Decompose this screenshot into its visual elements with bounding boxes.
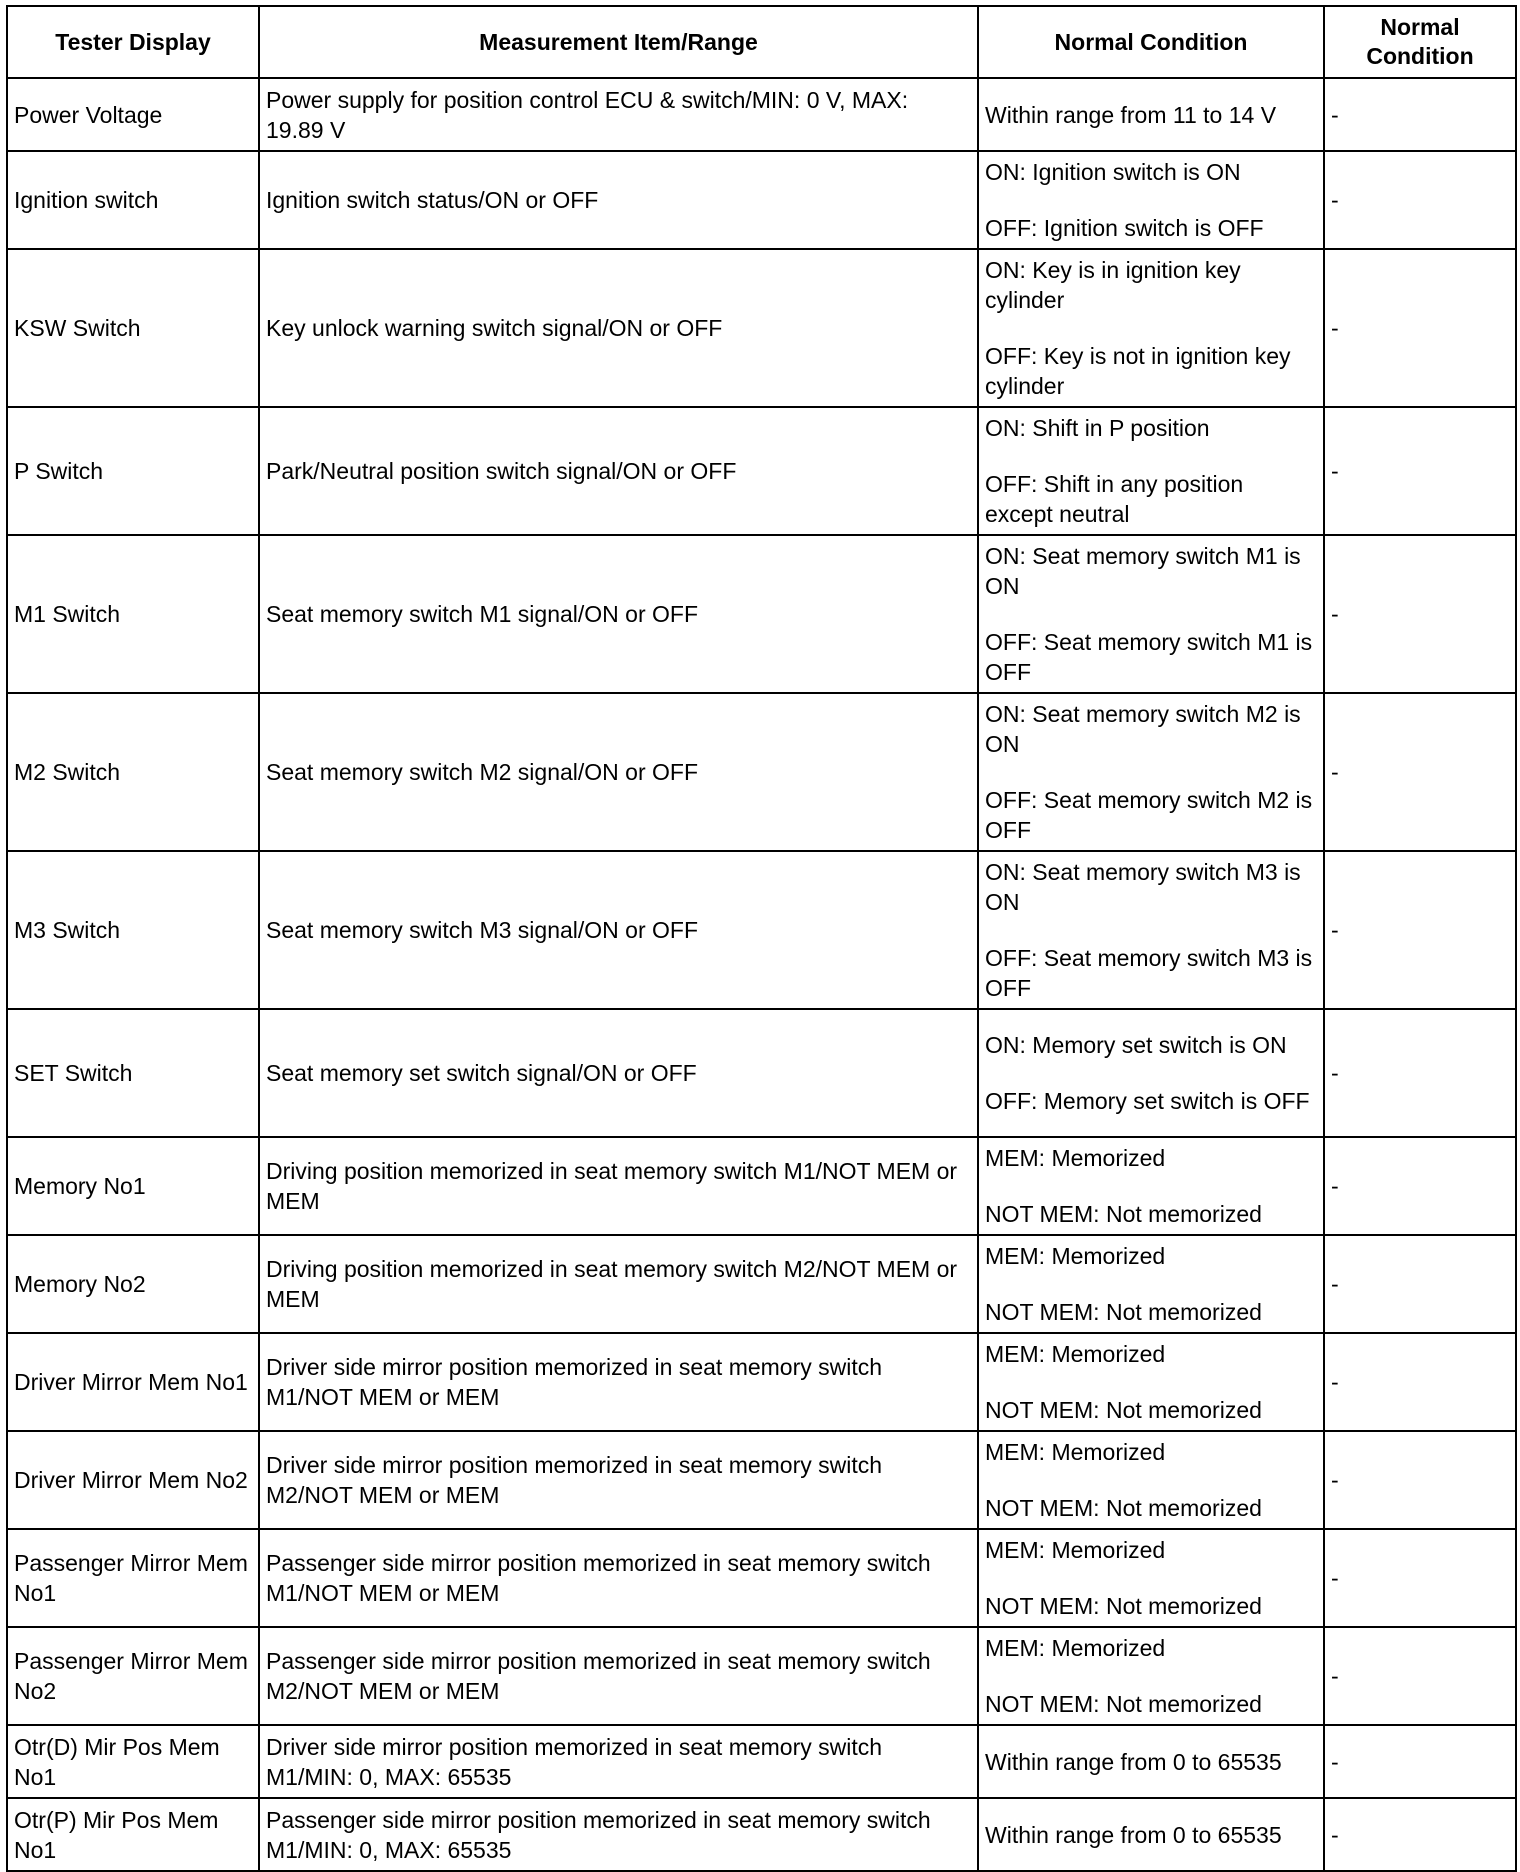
normal-condition-cell xyxy=(978,1627,1324,1725)
measurement-item-cell: Passenger side mirror position memorized in seat memory switch M2/NOT MEM or MEM xyxy=(259,1627,978,1725)
tester-display-cell: Driver Mirror Mem No1 xyxy=(7,1333,259,1431)
table-row xyxy=(7,1529,1516,1627)
normal-condition-cell xyxy=(978,1798,1324,1871)
table-row xyxy=(7,1798,1516,1871)
measurement-item-cell: Passenger side mirror position memorized in seat memory switch M1/NOT MEM or MEM xyxy=(259,1529,978,1627)
diagnostic-note-cell: - xyxy=(1324,1009,1516,1137)
diagnostic-note-cell: - xyxy=(1324,1798,1516,1871)
measurement-item-cell: Driver side mirror position memorized in seat memory switch M1/NOT MEM or MEM xyxy=(259,1333,978,1431)
tester-display-cell: M1 Switch xyxy=(7,535,259,693)
tester-display-cell: Otr(D) Mir Pos Mem No1 xyxy=(7,1725,259,1798)
normal-condition-cell xyxy=(978,1725,1324,1798)
condition-line: MEM: Memorized xyxy=(985,1145,1166,1171)
measurement-item-cell: Park/Neutral position switch signal/ON or OFF xyxy=(259,407,978,535)
normal-condition-cell xyxy=(978,693,1324,851)
diagnostic-note-cell: - xyxy=(1324,1725,1516,1798)
tester-display-cell: Ignition switch xyxy=(7,151,259,249)
measurement-item-cell: Passenger side mirror position memorized in seat memory switch M1/MIN: 0, MAX: 65535 xyxy=(259,1798,978,1871)
normal-condition-cell xyxy=(978,151,1324,249)
measurement-item-cell: Ignition switch status/ON or OFF xyxy=(259,151,978,249)
condition-line: NOT MEM: Not memorized xyxy=(985,1397,1262,1423)
diagnostic-note-cell: - xyxy=(1324,535,1516,693)
table-row xyxy=(7,151,1516,249)
condition-line: NOT MEM: Not memorized xyxy=(985,1201,1262,1227)
condition-line: MEM: Memorized xyxy=(985,1635,1166,1661)
table-row xyxy=(7,1333,1516,1431)
condition-line: Within range from 0 to 65535 xyxy=(985,1748,1282,1775)
header-diagnostic-note: Normal Condition xyxy=(1324,6,1516,78)
tester-display-cell: M3 Switch xyxy=(7,851,259,1009)
table-row xyxy=(7,1235,1516,1333)
diagnostic-note-cell: - xyxy=(1324,407,1516,535)
table-row xyxy=(7,1137,1516,1235)
normal-condition-cell xyxy=(978,1137,1324,1235)
diagnostic-note-cell: - xyxy=(1324,1431,1516,1529)
diagnostic-note-cell: - xyxy=(1324,78,1516,151)
diagnostic-note-cell: - xyxy=(1324,1529,1516,1627)
condition-line: NOT MEM: Not memorized xyxy=(985,1593,1262,1619)
normal-condition-cell xyxy=(978,1529,1324,1627)
normal-condition-cell xyxy=(978,407,1324,535)
tester-display-cell: Memory No2 xyxy=(7,1235,259,1333)
condition-line: Within range from 11 to 14 V xyxy=(985,101,1277,128)
tester-display-cell: Power Voltage xyxy=(7,78,259,151)
tester-display-cell: Passenger Mirror Mem No2 xyxy=(7,1627,259,1725)
measurement-item-cell: Seat memory switch M3 signal/ON or OFF xyxy=(259,851,978,1009)
tester-display-cell: KSW Switch xyxy=(7,249,259,407)
condition-line: OFF: Seat memory switch M3 is OFF xyxy=(985,945,1313,1001)
condition-line: MEM: Memorized xyxy=(985,1537,1166,1563)
diagnostic-note-cell: - xyxy=(1324,151,1516,249)
measurement-item-cell: Seat memory set switch signal/ON or OFF xyxy=(259,1009,978,1137)
condition-line: OFF: Key is not in ignition key cylinder xyxy=(985,343,1291,399)
diagnostic-note-cell: - xyxy=(1324,1333,1516,1431)
measurement-item-cell: Key unlock warning switch signal/ON or OFF xyxy=(259,249,978,407)
condition-line: OFF: Seat memory switch M2 is OFF xyxy=(985,787,1313,843)
table-row xyxy=(7,851,1516,1009)
condition-line: OFF: Ignition switch is OFF xyxy=(985,215,1264,241)
condition-line: ON: Key is in ignition key cylinder xyxy=(985,257,1241,313)
measurement-item-cell: Seat memory switch M1 signal/ON or OFF xyxy=(259,535,978,693)
tester-display-cell: Driver Mirror Mem No2 xyxy=(7,1431,259,1529)
normal-condition-cell xyxy=(978,1235,1324,1333)
normal-condition-cell xyxy=(978,851,1324,1009)
tester-display-cell: Memory No1 xyxy=(7,1137,259,1235)
normal-condition-cell xyxy=(978,535,1324,693)
diagnostic-note-cell: - xyxy=(1324,851,1516,1009)
condition-line: ON: Seat memory switch M3 is ON xyxy=(985,859,1301,915)
tester-display-cell: SET Switch xyxy=(7,1009,259,1137)
normal-condition-cell xyxy=(978,1009,1324,1137)
condition-line: OFF: Shift in any position except neutral xyxy=(985,471,1244,527)
condition-line: Within range from 0 to 65535 xyxy=(985,1821,1282,1848)
header-tester-display: Tester Display xyxy=(7,6,259,78)
condition-line: MEM: Memorized xyxy=(985,1341,1166,1367)
tester-display-cell: Passenger Mirror Mem No1 xyxy=(7,1529,259,1627)
measurement-item-cell: Driving position memorized in seat memory switch M1/NOT MEM or MEM xyxy=(259,1137,978,1235)
table-row xyxy=(7,249,1516,407)
measurement-item-cell: Power supply for position control ECU & switch/MIN: 0 V, MAX: 19.89 V xyxy=(259,78,978,151)
measurement-item-cell: Driving position memorized in seat memory switch M2/NOT MEM or MEM xyxy=(259,1235,978,1333)
normal-condition-cell xyxy=(978,1333,1324,1431)
condition-line: ON: Seat memory switch M1 is ON xyxy=(985,543,1301,599)
table-header-row xyxy=(7,6,1516,78)
condition-line: OFF: Memory set switch is OFF xyxy=(985,1088,1310,1114)
measurement-item-cell: Driver side mirror position memorized in seat memory switch M2/NOT MEM or MEM xyxy=(259,1431,978,1529)
table-row xyxy=(7,1009,1516,1137)
normal-condition-cell xyxy=(978,1431,1324,1529)
header-normal-condition: Normal Condition xyxy=(978,6,1324,78)
table-row xyxy=(7,78,1516,151)
normal-condition-cell xyxy=(978,249,1324,407)
normal-condition-cell xyxy=(978,78,1324,151)
data-list-table xyxy=(6,5,1517,1872)
diagnostic-note-cell: - xyxy=(1324,1627,1516,1725)
table-row xyxy=(7,1725,1516,1798)
diagnostic-note-cell: - xyxy=(1324,1137,1516,1235)
condition-line: ON: Memory set switch is ON xyxy=(985,1032,1287,1058)
diagnostic-note-cell: - xyxy=(1324,693,1516,851)
header-measurement-item: Measurement Item/Range xyxy=(259,6,978,78)
condition-line: MEM: Memorized xyxy=(985,1243,1166,1269)
table-row xyxy=(7,693,1516,851)
condition-line: NOT MEM: Not memorized xyxy=(985,1495,1262,1521)
condition-line: ON: Seat memory switch M2 is ON xyxy=(985,701,1301,757)
diagnostic-note-cell: - xyxy=(1324,249,1516,407)
condition-line: MEM: Memorized xyxy=(985,1439,1166,1465)
table-row xyxy=(7,407,1516,535)
condition-line: NOT MEM: Not memorized xyxy=(985,1691,1262,1717)
table-row xyxy=(7,535,1516,693)
tester-display-cell: P Switch xyxy=(7,407,259,535)
measurement-item-cell: Driver side mirror position memorized in seat memory switch M1/MIN: 0, MAX: 65535 xyxy=(259,1725,978,1798)
table-row xyxy=(7,1627,1516,1725)
condition-line: NOT MEM: Not memorized xyxy=(985,1299,1262,1325)
measurement-item-cell: Seat memory switch M2 signal/ON or OFF xyxy=(259,693,978,851)
condition-line: ON: Ignition switch is ON xyxy=(985,159,1241,185)
condition-line: OFF: Seat memory switch M1 is OFF xyxy=(985,629,1313,685)
diagnostic-note-cell: - xyxy=(1324,1235,1516,1333)
tester-display-cell: Otr(P) Mir Pos Mem No1 xyxy=(7,1798,259,1871)
tester-display-cell: M2 Switch xyxy=(7,693,259,851)
condition-line: ON: Shift in P position xyxy=(985,415,1210,441)
table-row xyxy=(7,1431,1516,1529)
